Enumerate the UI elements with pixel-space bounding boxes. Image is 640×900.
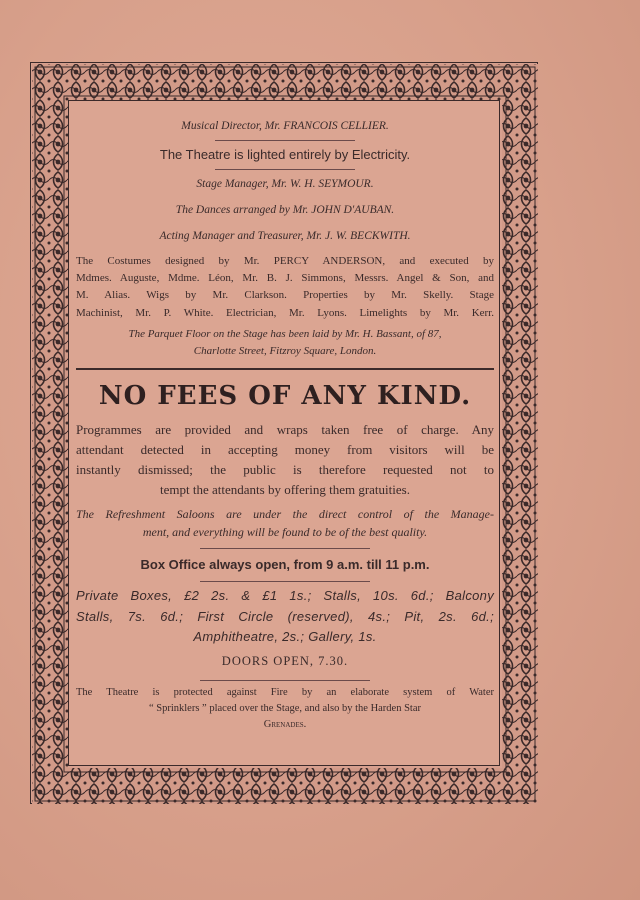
- prices-list: [76, 586, 494, 648]
- prices-line: Stalls, 7s. 6d.; First Circle (reserved), 4s.; Pit, 2s. 6d.;: [76, 608, 494, 624]
- box-office-hours: Box Office always open, from 9 a.m. till 11 p.m.: [140, 556, 430, 572]
- divider: [200, 680, 370, 681]
- heavy-divider: [76, 368, 494, 370]
- programme-text: [76, 118, 494, 733]
- no-fees-line: instantly dismissed; the public is therefore requested not to: [76, 462, 494, 478]
- parquet-line: The Parquet Floor on the Stage has been laid by Mr. H. Bassant, of 87,: [128, 327, 442, 340]
- refreshment-notice: [76, 505, 494, 542]
- divider: [200, 548, 370, 549]
- fire-notice: [76, 685, 494, 734]
- lighting-notice: The Theatre is lighted entirely by Electricity.: [159, 146, 411, 162]
- stage-manager: Stage Manager, Mr. W. H. SEYMOUR.: [196, 177, 374, 190]
- no-fees-title: NO FEES OF ANY KIND.: [98, 380, 472, 411]
- musical-director: Musical Director, Mr. FRANCOIS CELLIER.: [181, 120, 389, 132]
- divider: [215, 140, 355, 141]
- fire-line: The Theatre is protected against Fire by an elaborate system of Water: [76, 686, 494, 698]
- dances-credit: The Dances arranged by Mr. JOHN D'AUBAN.: [175, 203, 395, 216]
- divider: [215, 169, 355, 170]
- no-fees-line: Programmes are provided and wraps taken free of charge. Any: [76, 421, 494, 437]
- fire-line: “ Sprinklers ” placed over the Stage, and also by the Harden Star: [148, 702, 422, 714]
- costumes-line: Mdmes. Auguste, Mdme. Léon, Mr. B. J. Simmons, Messrs. Angel & Son, and: [76, 272, 494, 285]
- costumes-line: M. Alias. Wigs by Mr. Clarkson. Properties by Mr. Skelly. Stage: [76, 289, 494, 302]
- divider: [200, 581, 370, 582]
- no-fees-line: tempt the attendants by offering them gratuities.: [160, 482, 410, 498]
- doors-open: DOORS OPEN, 7.30.: [221, 654, 349, 669]
- refreshment-line: The Refreshment Saloons are under the direct control of the Manage-: [76, 506, 494, 521]
- parquet-credit: [76, 326, 494, 360]
- prices-line: Amphitheatre, 2s.; Gallery, 1s.: [193, 629, 377, 645]
- parquet-line: Charlotte Street, Fitzroy Square, London.: [193, 344, 377, 357]
- refreshment-line: ment, and everything will be found to be of the best quality.: [142, 525, 428, 540]
- acting-manager: Acting Manager and Treasurer, Mr. J. W. BECKWITH.: [159, 229, 411, 242]
- fire-line: Grenades.: [263, 719, 307, 731]
- no-fees-body: [76, 420, 494, 501]
- prices-line: Private Boxes, £2 2s. & £1 1s.; Stalls, 10s. 6d.; Balcony: [76, 587, 494, 603]
- costumes-credits: [76, 253, 494, 321]
- costumes-line: Machinist, Mr. P. White. Electrician, Mr. Lyons. Limelights by Mr. Kerr.: [76, 306, 494, 319]
- no-fees-line: attendant detected in accepting money from visitors will be: [76, 442, 494, 458]
- costumes-line: The Costumes designed by Mr. PERCY ANDERSON, and executed by: [76, 255, 494, 268]
